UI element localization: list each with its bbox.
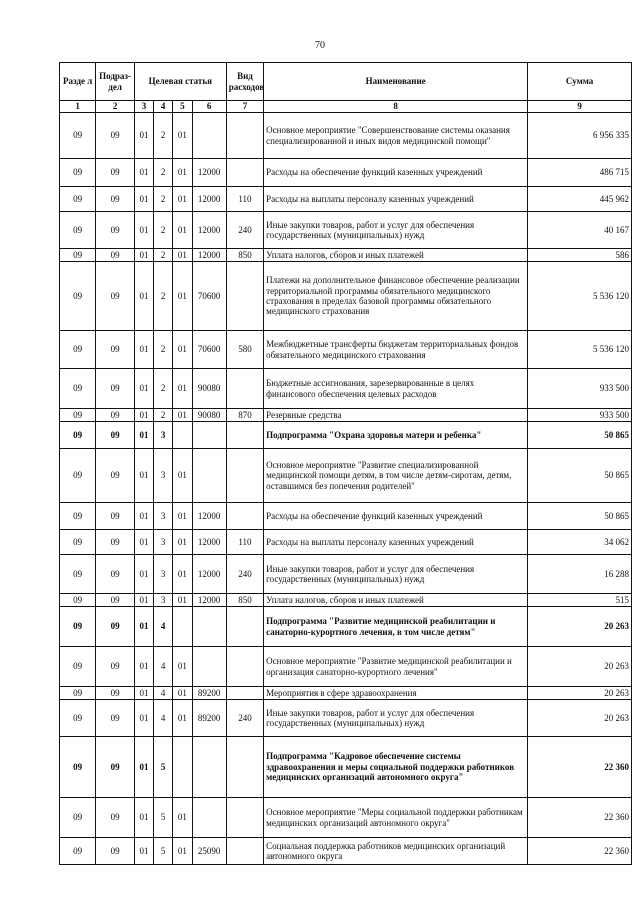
- direction-code-cell: [192, 113, 226, 159]
- header-razdel: Разде л: [60, 63, 96, 101]
- measure-code-cell: 01: [173, 838, 192, 865]
- subprogram-code-cell: 2: [154, 113, 173, 159]
- direction-code-cell: 90080: [192, 369, 226, 409]
- name-cell: Подпрограмма "Охрана здоровья матери и ребенка": [264, 422, 528, 449]
- name-cell: Расходы на выплаты персоналу казенных учреждений: [264, 530, 528, 555]
- direction-code-cell: 12000: [192, 212, 226, 249]
- sum-cell: 5 536 120: [528, 331, 632, 369]
- subprogram-code-cell: 2: [154, 212, 173, 249]
- table-row: [60, 212, 632, 249]
- program-code-cell: 01: [134, 607, 153, 647]
- program-code-cell: 01: [134, 530, 153, 555]
- vid-cell: [226, 838, 263, 865]
- direction-code-cell: [192, 737, 226, 798]
- name-cell: Основное мероприятие "Совершенствование системы оказания специализированной и иных видов медицинской помощи": [264, 113, 528, 159]
- vid-cell: 580: [226, 331, 263, 369]
- subprogram-code-cell: 3: [154, 503, 173, 530]
- measure-code-cell: 01: [173, 187, 192, 212]
- razdel-cell: 09: [60, 530, 96, 555]
- vid-cell: 850: [226, 249, 263, 262]
- subprogram-code-cell: 4: [154, 647, 173, 687]
- razdel-cell: 09: [60, 113, 96, 159]
- name-cell: Бюджетные ассигнования, зарезервированные в целях финансового обеспечения целевых расходов: [264, 369, 528, 409]
- podrazdel-cell: 09: [96, 262, 134, 331]
- vid-cell: [226, 503, 263, 530]
- page-number: 70: [315, 40, 325, 51]
- program-code-cell: 01: [134, 737, 153, 798]
- program-code-cell: 01: [134, 594, 153, 607]
- column-number: 1: [60, 101, 96, 113]
- header-naimenovanie: Наименование: [264, 63, 528, 101]
- subprogram-code-cell: 2: [154, 249, 173, 262]
- direction-code-cell: 12000: [192, 594, 226, 607]
- podrazdel-cell: 09: [96, 369, 134, 409]
- name-cell: Мероприятия в сфере здравоохранения: [264, 687, 528, 700]
- sum-cell: 486 715: [528, 159, 632, 187]
- name-cell: Платежи на дополнительное финансовое обеспечение реализации территориальной программы обязательного медицинского страхования в пределах базовой программы обязательного медицинского страхования: [264, 262, 528, 331]
- direction-code-cell: [192, 607, 226, 647]
- column-number: 3: [134, 101, 153, 113]
- table-row: [60, 113, 632, 159]
- column-number: 6: [192, 101, 226, 113]
- razdel-cell: 09: [60, 262, 96, 331]
- razdel-cell: 09: [60, 187, 96, 212]
- vid-cell: [226, 647, 263, 687]
- column-number: 2: [96, 101, 134, 113]
- razdel-cell: 09: [60, 838, 96, 865]
- column-number: 5: [173, 101, 192, 113]
- direction-code-cell: [192, 422, 226, 449]
- table-row: [60, 530, 632, 555]
- sum-cell: 50 865: [528, 449, 632, 503]
- table-row: [60, 555, 632, 594]
- sum-cell: 515: [528, 594, 632, 607]
- measure-code-cell: 01: [173, 249, 192, 262]
- name-cell: Основное мероприятие "Развитие медицинской реабилитации и организация санаторно-курортного лечения": [264, 647, 528, 687]
- razdel-cell: 09: [60, 331, 96, 369]
- vid-cell: [226, 369, 263, 409]
- sum-cell: 445 962: [528, 187, 632, 212]
- name-cell: Иные закупки товаров, работ и услуг для обеспечения государственных (муниципальных) нужд: [264, 700, 528, 737]
- column-number: 7: [226, 101, 263, 113]
- header-summa: Сумма: [528, 63, 632, 101]
- table-row: [60, 838, 632, 865]
- sum-cell: 933 500: [528, 369, 632, 409]
- measure-code-cell: [173, 422, 192, 449]
- name-cell: Уплата налогов, сборов и иных платежей: [264, 249, 528, 262]
- vid-cell: [226, 113, 263, 159]
- sum-cell: 20 263: [528, 687, 632, 700]
- vid-cell: 110: [226, 530, 263, 555]
- vid-cell: 110: [226, 187, 263, 212]
- vid-cell: [226, 687, 263, 700]
- program-code-cell: 01: [134, 187, 153, 212]
- program-code-cell: 01: [134, 555, 153, 594]
- program-code-cell: 01: [134, 369, 153, 409]
- podrazdel-cell: 09: [96, 607, 134, 647]
- subprogram-code-cell: 4: [154, 687, 173, 700]
- subprogram-code-cell: 3: [154, 530, 173, 555]
- podrazdel-cell: 09: [96, 687, 134, 700]
- program-code-cell: 01: [134, 159, 153, 187]
- program-code-cell: 01: [134, 249, 153, 262]
- measure-code-cell: 01: [173, 555, 192, 594]
- sum-cell: 20 263: [528, 607, 632, 647]
- name-cell: Основное мероприятие "Меры социальной поддержки работникам медицинских организаций автономного округа": [264, 798, 528, 838]
- table-row: [60, 607, 632, 647]
- vid-cell: [226, 159, 263, 187]
- table-row: [60, 159, 632, 187]
- podrazdel-cell: 09: [96, 594, 134, 607]
- header-celevaya-statya: Целевая статья: [134, 63, 226, 101]
- subprogram-code-cell: 2: [154, 159, 173, 187]
- podrazdel-cell: 09: [96, 530, 134, 555]
- razdel-cell: 09: [60, 369, 96, 409]
- vid-cell: [226, 262, 263, 331]
- measure-code-cell: 01: [173, 212, 192, 249]
- vid-cell: 870: [226, 409, 263, 422]
- subprogram-code-cell: 4: [154, 700, 173, 737]
- direction-code-cell: 70600: [192, 262, 226, 331]
- subprogram-code-cell: 4: [154, 607, 173, 647]
- measure-code-cell: 01: [173, 798, 192, 838]
- sum-cell: 586: [528, 249, 632, 262]
- name-cell: Межбюджетные трансферты бюджетам территориальных фондов обязательного медицинского страхования: [264, 331, 528, 369]
- vid-cell: 240: [226, 555, 263, 594]
- podrazdel-cell: 09: [96, 187, 134, 212]
- program-code-cell: 01: [134, 422, 153, 449]
- razdel-cell: 09: [60, 594, 96, 607]
- direction-code-cell: 12000: [192, 187, 226, 212]
- column-number: 4: [154, 101, 173, 113]
- razdel-cell: 09: [60, 212, 96, 249]
- program-code-cell: 01: [134, 798, 153, 838]
- measure-code-cell: 01: [173, 331, 192, 369]
- razdel-cell: 09: [60, 503, 96, 530]
- razdel-cell: 09: [60, 409, 96, 422]
- subprogram-code-cell: 3: [154, 594, 173, 607]
- direction-code-cell: 25090: [192, 838, 226, 865]
- vid-cell: 240: [226, 700, 263, 737]
- vid-cell: 850: [226, 594, 263, 607]
- sum-cell: 933 500: [528, 409, 632, 422]
- podrazdel-cell: 09: [96, 422, 134, 449]
- direction-code-cell: 12000: [192, 159, 226, 187]
- sum-cell: 50 865: [528, 503, 632, 530]
- podrazdel-cell: 09: [96, 331, 134, 369]
- vid-cell: [226, 607, 263, 647]
- table-row: [60, 187, 632, 212]
- subprogram-code-cell: 3: [154, 422, 173, 449]
- direction-code-cell: [192, 798, 226, 838]
- sum-cell: 5 536 120: [528, 262, 632, 331]
- razdel-cell: 09: [60, 798, 96, 838]
- measure-code-cell: 01: [173, 594, 192, 607]
- sum-cell: 22 360: [528, 798, 632, 838]
- subprogram-code-cell: 2: [154, 187, 173, 212]
- measure-code-cell: 01: [173, 647, 192, 687]
- table-row: [60, 249, 632, 262]
- vid-cell: [226, 422, 263, 449]
- table-row: [60, 449, 632, 503]
- direction-code-cell: [192, 647, 226, 687]
- table-row: [60, 737, 632, 798]
- program-code-cell: 01: [134, 409, 153, 422]
- podrazdel-cell: 09: [96, 409, 134, 422]
- table-row: [60, 594, 632, 607]
- sum-cell: 50 865: [528, 422, 632, 449]
- measure-code-cell: 01: [173, 530, 192, 555]
- podrazdel-cell: 09: [96, 798, 134, 838]
- measure-code-cell: 01: [173, 449, 192, 503]
- table-row: [60, 700, 632, 737]
- table-row: [60, 503, 632, 530]
- podrazdel-cell: 09: [96, 555, 134, 594]
- measure-code-cell: 01: [173, 687, 192, 700]
- podrazdel-cell: 09: [96, 838, 134, 865]
- program-code-cell: 01: [134, 449, 153, 503]
- subprogram-code-cell: 3: [154, 449, 173, 503]
- column-number-row: [60, 101, 632, 113]
- subprogram-code-cell: 2: [154, 331, 173, 369]
- table-row: [60, 262, 632, 331]
- vid-cell: [226, 737, 263, 798]
- razdel-cell: 09: [60, 422, 96, 449]
- razdel-cell: 09: [60, 449, 96, 503]
- table-row: [60, 369, 632, 409]
- razdel-cell: 09: [60, 737, 96, 798]
- column-number: 8: [264, 101, 528, 113]
- sum-cell: 6 956 335: [528, 113, 632, 159]
- name-cell: Подпрограмма "Кадровое обеспечение системы здравоохранения и меры социальной поддержки работников медицинских организаций автономного округа": [264, 737, 528, 798]
- sum-cell: 22 360: [528, 838, 632, 865]
- vid-cell: [226, 798, 263, 838]
- program-code-cell: 01: [134, 700, 153, 737]
- podrazdel-cell: 09: [96, 212, 134, 249]
- subprogram-code-cell: 3: [154, 555, 173, 594]
- name-cell: Основное мероприятие "Развитие специализированной медицинской помощи детям, в том числе детям-сиротам, детям, оставшимся без попечения родителей": [264, 449, 528, 503]
- podrazdel-cell: 09: [96, 700, 134, 737]
- program-code-cell: 01: [134, 262, 153, 331]
- measure-code-cell: 01: [173, 262, 192, 331]
- subprogram-code-cell: 2: [154, 262, 173, 331]
- table-body: [60, 113, 632, 865]
- header-podrazdel: Подраз- дел: [96, 63, 134, 101]
- subprogram-code-cell: 2: [154, 409, 173, 422]
- measure-code-cell: 01: [173, 369, 192, 409]
- razdel-cell: 09: [60, 647, 96, 687]
- budget-table: [59, 62, 632, 865]
- podrazdel-cell: 09: [96, 503, 134, 530]
- measure-code-cell: 01: [173, 700, 192, 737]
- measure-code-cell: [173, 607, 192, 647]
- direction-code-cell: 12000: [192, 249, 226, 262]
- name-cell: Расходы на обеспечение функций казенных учреждений: [264, 503, 528, 530]
- direction-code-cell: 89200: [192, 687, 226, 700]
- subprogram-code-cell: 2: [154, 369, 173, 409]
- razdel-cell: 09: [60, 249, 96, 262]
- name-cell: Иные закупки товаров, работ и услуг для обеспечения государственных (муниципальных) нужд: [264, 555, 528, 594]
- podrazdel-cell: 09: [96, 647, 134, 687]
- subprogram-code-cell: 5: [154, 838, 173, 865]
- table-row: [60, 687, 632, 700]
- subprogram-code-cell: 5: [154, 737, 173, 798]
- direction-code-cell: 89200: [192, 700, 226, 737]
- name-cell: Иные закупки товаров, работ и услуг для обеспечения государственных (муниципальных) нужд: [264, 212, 528, 249]
- razdel-cell: 09: [60, 607, 96, 647]
- table-row: [60, 647, 632, 687]
- sum-cell: 22 360: [528, 737, 632, 798]
- name-cell: Подпрограмма "Развитие медицинской реабилитации и санаторно-курортного лечения, в том числе детям": [264, 607, 528, 647]
- name-cell: Социальная поддержка работников медицинских организаций автономного округа: [264, 838, 528, 865]
- direction-code-cell: 12000: [192, 503, 226, 530]
- razdel-cell: 09: [60, 159, 96, 187]
- sum-cell: 34 062: [528, 530, 632, 555]
- table-header-row: [60, 63, 632, 101]
- header-vid-raskhodov: Вид расходов: [226, 63, 263, 101]
- program-code-cell: 01: [134, 838, 153, 865]
- name-cell: Расходы на обеспечение функций казенных учреждений: [264, 159, 528, 187]
- program-code-cell: 01: [134, 647, 153, 687]
- program-code-cell: 01: [134, 331, 153, 369]
- razdel-cell: 09: [60, 700, 96, 737]
- podrazdel-cell: 09: [96, 737, 134, 798]
- sum-cell: 20 263: [528, 700, 632, 737]
- table-row: [60, 331, 632, 369]
- program-code-cell: 01: [134, 503, 153, 530]
- subprogram-code-cell: 5: [154, 798, 173, 838]
- podrazdel-cell: 09: [96, 113, 134, 159]
- name-cell: Расходы на выплаты персоналу казенных учреждений: [264, 187, 528, 212]
- direction-code-cell: 12000: [192, 555, 226, 594]
- program-code-cell: 01: [134, 113, 153, 159]
- table-row: [60, 422, 632, 449]
- podrazdel-cell: 09: [96, 449, 134, 503]
- measure-code-cell: [173, 737, 192, 798]
- direction-code-cell: 12000: [192, 530, 226, 555]
- measure-code-cell: 01: [173, 409, 192, 422]
- direction-code-cell: 90080: [192, 409, 226, 422]
- sum-cell: 40 167: [528, 212, 632, 249]
- column-number: 9: [528, 101, 632, 113]
- podrazdel-cell: 09: [96, 249, 134, 262]
- table-row: [60, 409, 632, 422]
- vid-cell: [226, 449, 263, 503]
- name-cell: Резервные средства: [264, 409, 528, 422]
- measure-code-cell: 01: [173, 159, 192, 187]
- vid-cell: 240: [226, 212, 263, 249]
- sum-cell: 16 288: [528, 555, 632, 594]
- podrazdel-cell: 09: [96, 159, 134, 187]
- direction-code-cell: [192, 449, 226, 503]
- program-code-cell: 01: [134, 212, 153, 249]
- razdel-cell: 09: [60, 555, 96, 594]
- measure-code-cell: 01: [173, 113, 192, 159]
- razdel-cell: 09: [60, 687, 96, 700]
- table-row: [60, 798, 632, 838]
- program-code-cell: 01: [134, 687, 153, 700]
- sum-cell: 20 263: [528, 647, 632, 687]
- direction-code-cell: 70600: [192, 331, 226, 369]
- name-cell: Уплата налогов, сборов и иных платежей: [264, 594, 528, 607]
- measure-code-cell: 01: [173, 503, 192, 530]
